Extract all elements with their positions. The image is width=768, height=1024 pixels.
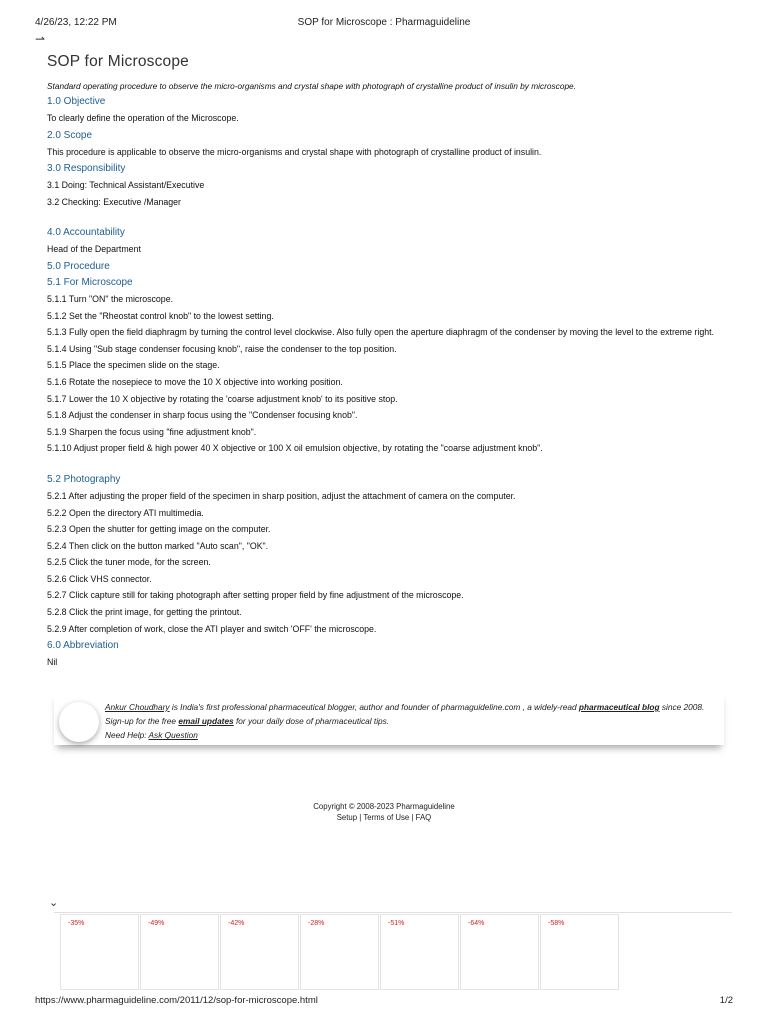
paragraph: Head of the Department <box>47 244 141 255</box>
spacer <box>47 210 732 224</box>
need-help-label: Need Help: <box>105 730 149 741</box>
footer-separator: | <box>357 813 364 822</box>
paragraph: Nil <box>47 657 58 668</box>
page-number: 1/2 <box>719 995 733 1006</box>
discount-badge: -49% <box>148 920 165 927</box>
author-bio-part: for your daily dose of pharmaceutical tips. <box>233 716 390 727</box>
procedure-step: 5.2.1 After adjusting the proper field of the specimen in sharp position, adjust the attachment of camera on the computer. <box>47 490 516 501</box>
need-help-line <box>105 728 721 742</box>
page-url: https://www.pharmaguideline.com/2011/12/sop-for-microscope.html <box>35 995 318 1006</box>
procedure-step: 5.1.9 Sharpen the focus using "fine adjustment knob". <box>47 426 257 437</box>
procedure-step: 5.2.2 Open the directory ATI multimedia. <box>47 507 204 518</box>
heading-responsibility: 3.0 Responsibility <box>47 163 126 175</box>
procedure-step: 5.1.6 Rotate the nosepiece to move the 10 X objective into working position. <box>47 376 343 387</box>
author-bio <box>105 700 721 743</box>
ask-question-link[interactable]: Ask Question <box>148 730 198 741</box>
ad-card[interactable] <box>220 914 299 990</box>
article-intro: Standard operating procedure to observe the micro-organisms and crystal shape with photograph of crystalline product of insulin by microscope. <box>47 81 576 91</box>
ad-card[interactable] <box>60 914 139 990</box>
back-arrow-icon[interactable]: ⇀ <box>35 32 46 46</box>
procedure-step: 5.1.8 Adjust the condenser in sharp focus using the "Condenser focusing knob". <box>47 410 358 421</box>
procedure-step: 5.1.5 Place the specimen slide on the stage. <box>47 360 220 371</box>
print-header <box>35 17 733 31</box>
ad-card[interactable] <box>380 914 459 990</box>
procedure-step: 5.1.7 Lower the 10 X objective by rotating the 'coarse adjustment knob' to its positive stop. <box>47 393 398 404</box>
paragraph: 3.2 Checking: Executive /Manager <box>47 196 181 207</box>
heading-abbreviation: 6.0 Abbreviation <box>47 640 119 652</box>
author-bio-part: since 2008. Sign-up for the free <box>105 702 705 727</box>
footer-links <box>0 812 768 823</box>
heading-scope: 2.0 Scope <box>47 129 93 141</box>
discount-badge: -35% <box>68 920 85 927</box>
procedure-step: 5.1.2 Set the "Rheostat control knob" to the lowest setting. <box>47 310 274 321</box>
author-name-link[interactable]: Ankur Choudhary <box>105 702 170 712</box>
terms-link[interactable]: Terms of Use <box>363 813 410 822</box>
discount-badge: -58% <box>548 920 565 927</box>
spacer <box>47 457 732 471</box>
author-box <box>54 691 724 745</box>
procedure-step: 5.1.4 Using "Sub stage condenser focusing knob", raise the condenser to the top position. <box>47 343 397 354</box>
procedure-step: 5.2.7 Click capture still for taking photograph after setting proper field by fine adjustment of the microscope. <box>47 590 464 601</box>
procedure-step: 5.2.3 Open the shutter for getting image on the computer. <box>47 524 271 535</box>
paragraph: To clearly define the operation of the Microscope. <box>47 113 239 123</box>
heading-for-microscope: 5.1 For Microscope <box>47 276 133 288</box>
ad-card[interactable] <box>460 914 539 990</box>
chevron-down-icon[interactable]: ⌄ <box>49 897 59 909</box>
procedure-step: 5.1.1 Turn "ON" the microscope. <box>47 293 174 304</box>
discount-badge: -28% <box>308 920 325 927</box>
heading-procedure: 5.0 Procedure <box>47 260 110 272</box>
copyright-text: Copyright © 2008-2023 Pharmaguideline <box>313 802 455 811</box>
article-content <box>47 53 732 671</box>
faq-link[interactable]: FAQ <box>415 813 432 822</box>
ad-card[interactable] <box>300 914 379 990</box>
heading-objective: 1.0 Objective <box>47 96 106 107</box>
print-page-title: SOP for Microscope : Pharmaguideline <box>297 17 471 28</box>
author-bio-text <box>105 700 721 728</box>
procedure-step: 5.2.8 Click the print image, for getting the printout. <box>47 607 242 618</box>
product-ad-strip <box>60 914 690 990</box>
paragraph: This procedure is applicable to observe the micro-organisms and crystal shape with photograph of crystalline product of insulin. <box>47 146 542 157</box>
procedure-step: 5.1.10 Adjust proper field & high power 40 X objective or 100 X oil emulsion objective, by rotating the "coarse adjustment knob". <box>47 443 543 454</box>
procedure-step: 5.2.9 After completion of work, close the ATI player and switch 'OFF' the microscope. <box>47 623 377 634</box>
paragraph: 3.1 Doing: Technical Assistant/Executive <box>47 180 205 191</box>
procedure-step: 5.1.3 Fully open the field diaphragm by turning the control level clockwise. Also fully open the aperture diaphragm of the condenser by moving the level to the extreme right. <box>47 327 714 338</box>
blog-link[interactable]: pharmaceutical blog <box>578 702 660 712</box>
print-datetime: 4/26/23, 12:22 PM <box>35 17 117 28</box>
procedure-step: 5.2.5 Click the tuner mode, for the screen. <box>47 557 211 568</box>
ad-card[interactable] <box>140 914 219 990</box>
email-updates-link[interactable]: email updates <box>178 716 234 727</box>
divider <box>54 912 732 913</box>
procedure-step: 5.2.6 Click VHS connector. <box>47 573 152 584</box>
page-title: SOP for Microscope <box>47 53 190 70</box>
author-bio-part: is India's first professional pharmaceutical blogger, author and founder of pharmaguideline.com , a widely-read <box>169 702 579 712</box>
discount-badge: -42% <box>228 920 245 927</box>
heading-photography: 5.2 Photography <box>47 473 121 485</box>
discount-badge: -51% <box>388 920 405 927</box>
procedure-step: 5.2.4 Then click on the button marked "Auto scan", "OK". <box>47 540 269 551</box>
setup-link[interactable]: Setup <box>336 813 358 822</box>
ad-card[interactable] <box>540 914 619 990</box>
site-footer <box>0 801 768 823</box>
heading-accountability: 4.0 Accountability <box>47 227 125 239</box>
footer-separator: | <box>409 813 416 822</box>
author-avatar <box>59 702 99 742</box>
discount-badge: -64% <box>468 920 485 927</box>
